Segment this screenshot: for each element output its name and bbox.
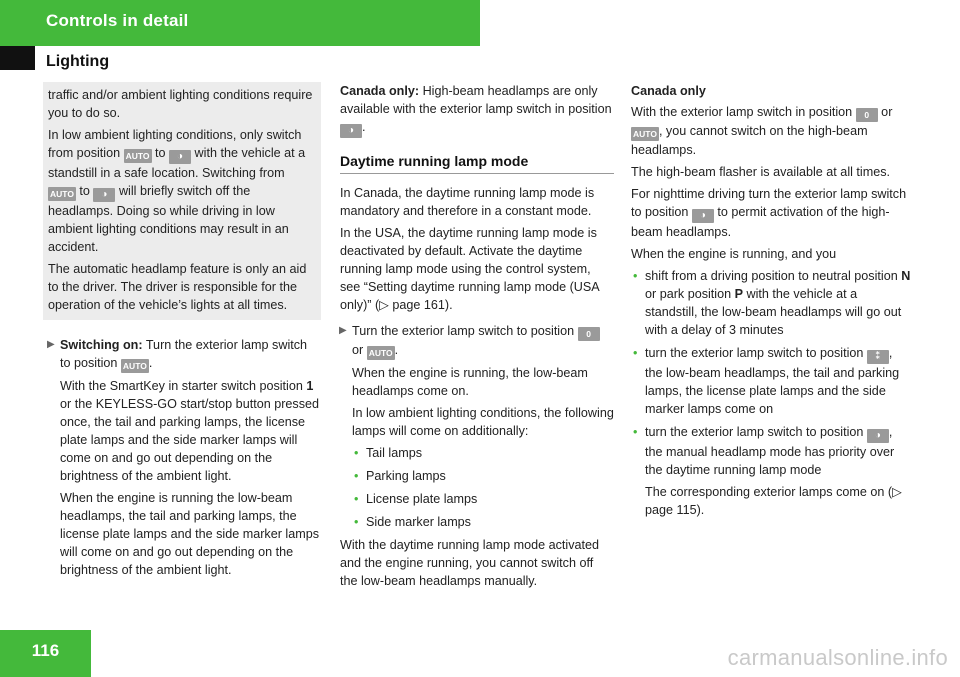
canada-only-heading: Canada only bbox=[631, 84, 706, 98]
bullet-icon: • bbox=[354, 446, 359, 460]
step-paragraph: When the engine is running, the low-beam headlamps come on. bbox=[352, 366, 588, 398]
note-paragraph: The automatic headlamp feature is only an aid to the driver. The driver is responsible for the operation of the vehicle’s lights at all times. bbox=[48, 262, 307, 312]
chapter-title: Controls in detail bbox=[46, 11, 189, 30]
list-item: • Side marker lamps bbox=[354, 515, 471, 529]
bullet-icon: • bbox=[633, 425, 638, 439]
bullet-icon: • bbox=[354, 469, 359, 483]
bullet-icon: • bbox=[354, 492, 359, 506]
zero-position-icon: 0 bbox=[578, 327, 600, 341]
body-paragraph: With the exterior lamp switch in position 0 or AUTO , you cannot switch on the high-beam headlamps. bbox=[631, 105, 893, 157]
auto-switch-icon: AUTO bbox=[368, 348, 393, 358]
column-3 bbox=[631, 82, 911, 524]
zero-position-icon: 0 bbox=[856, 108, 878, 122]
body-paragraph: In the USA, the daytime running lamp mode is deactivated by default. Activate the daytime running lamp mode using the control system, see “Setting daytime running lamp mode (USA only)” (▷ page 161). bbox=[340, 226, 600, 312]
step-paragraph: In low ambient lighting conditions, the following lamps will come on additionally: bbox=[352, 406, 614, 438]
body-paragraph: For nighttime driving turn the exterior lamp switch to position ◑ to permit activation of the high-beam headlamps. bbox=[631, 187, 907, 239]
watermark: carmanualsonline.info bbox=[727, 645, 948, 670]
section-tab-marker bbox=[0, 46, 35, 70]
column-1 bbox=[48, 82, 321, 583]
step-paragraph: Switching on: Turn the exterior lamp switch to position AUTO . bbox=[60, 338, 308, 371]
step-paragraph: With the SmartKey in starter switch position 1 or the KEYLESS-GO start/stop button pressed once, the tail and parking lamps, the license plate lamps and the side marker lamps will come on and go out depending on the brightness of the ambient light. bbox=[60, 379, 320, 483]
auto-switch-icon: AUTO bbox=[125, 151, 150, 161]
body-paragraph: In Canada, the daytime running lamp mode is mandatory and therefore in a constant mode. bbox=[340, 186, 595, 218]
note-paragraph: In low ambient lighting conditions, only switch from position AUTO to ◑ with the vehicle at a standstill in a safe location. Switching from AUTO to ◑ will briefly switch off the headlamps. Doing so while driving in low ambient lighting conditions may result in an accident. bbox=[48, 128, 306, 254]
list-item: • turn the exterior lamp switch to position ⁑ , the low-beam headlamps, the tail and parking lamps, the license plate lamps and the side marker lamps come on bbox=[633, 346, 900, 416]
page-number: 116 bbox=[31, 641, 60, 660]
bullet-icon: • bbox=[633, 269, 638, 283]
body-paragraph: The high-beam flasher is available at all times. bbox=[631, 165, 890, 179]
low-beam-headlamp-icon: ◑ bbox=[169, 150, 191, 164]
instruction-step bbox=[48, 336, 321, 579]
column-2 bbox=[340, 82, 614, 594]
canada-note: Canada only: High-beam headlamps are only available with the exterior lamp switch in position ◑ . bbox=[340, 84, 612, 136]
auto-switch-icon: AUTO bbox=[122, 361, 147, 371]
list-item: • Parking lamps bbox=[354, 469, 446, 483]
bullet-icon: • bbox=[633, 346, 638, 360]
body-paragraph: When the engine is running, and you bbox=[631, 247, 837, 261]
section-title: Lighting bbox=[46, 53, 110, 70]
list-item: • Tail lamps bbox=[354, 446, 422, 460]
low-beam-headlamp-icon: ◑ bbox=[340, 124, 362, 138]
warning-note-box bbox=[43, 82, 321, 320]
auto-switch-icon: AUTO bbox=[50, 189, 74, 199]
list-item: • shift from a driving position to neutral position N or park position P with the vehicle at a standstill, the low-beam headlamps will go out with a delay of 3 minutes bbox=[633, 269, 911, 337]
bullet-icon: • bbox=[354, 515, 359, 529]
step-arrow-icon: ▶ bbox=[47, 339, 55, 350]
step-paragraph: Turn the exterior lamp switch to position 0 or AUTO . bbox=[352, 322, 614, 360]
body-paragraph: With the daytime running lamp mode activated and the engine running, you cannot switch off the low-beam headlamps manually. bbox=[340, 538, 600, 588]
low-beam-headlamp-icon: ◑ bbox=[867, 429, 889, 443]
list-item: • turn the exterior lamp switch to position ◑ , the manual headlamp mode has priority over the daytime running lamp mode The corresponding exterior lamps come on (▷ page 115). bbox=[631, 423, 911, 519]
list-item: • License plate lamps bbox=[354, 492, 478, 506]
auto-switch-icon: AUTO bbox=[633, 129, 657, 139]
parking-lamp-icon: ⁑ bbox=[867, 350, 889, 364]
low-beam-headlamp-icon: ◑ bbox=[93, 188, 115, 202]
list-item-paragraph: The corresponding exterior lamps come on (▷ page 115). bbox=[645, 485, 902, 517]
note-paragraph: traffic and/or ambient lighting conditions require you to do so. bbox=[48, 88, 313, 120]
low-beam-headlamp-icon: ◑ bbox=[692, 209, 714, 223]
step-arrow-icon: ▶ bbox=[339, 325, 347, 336]
instruction-step bbox=[340, 322, 614, 531]
step-paragraph: When the engine is running the low-beam headlamps, the tail and parking lamps, the license plate lamps and the side marker lamps will come on and go out depending on the brightness of the ambient light. bbox=[60, 491, 319, 577]
daytime-running-heading: Daytime running lamp mode bbox=[340, 152, 614, 174]
